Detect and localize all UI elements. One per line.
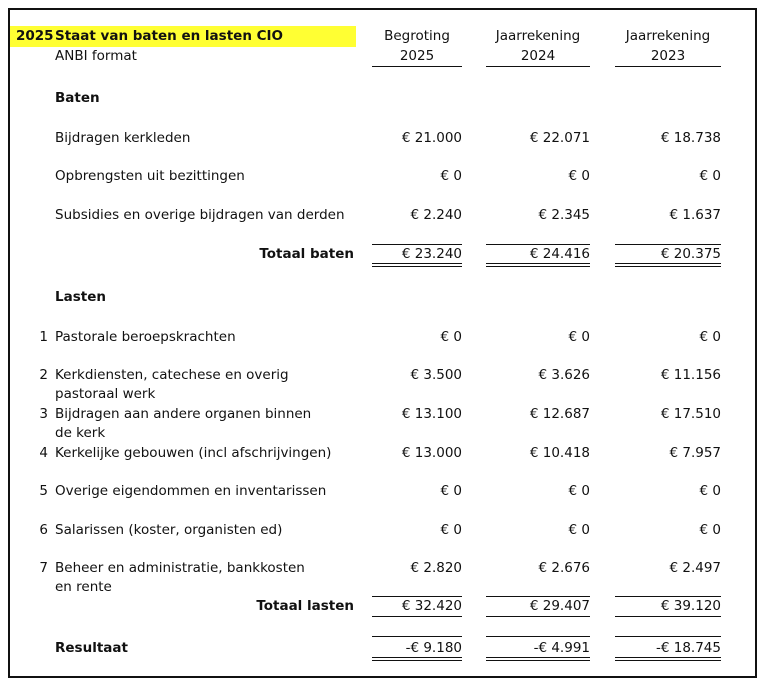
result-overline — [486, 636, 590, 637]
baten-row-value: € 22.071 — [529, 130, 590, 146]
subtotal-line — [372, 596, 462, 597]
resultaat-label: Resultaat — [55, 640, 128, 656]
baten-row-value: € 21.000 — [401, 130, 462, 146]
header-underline-1 — [372, 66, 462, 67]
lasten-row-number: 4 — [39, 445, 48, 461]
baten-row-value: € 1.637 — [669, 207, 721, 223]
baten-row-value: € 2.240 — [410, 207, 462, 223]
section-heading-lasten: Lasten — [55, 289, 106, 305]
lasten-row-value: € 0 — [699, 329, 721, 345]
baten-row-value: € 0 — [699, 168, 721, 184]
resultaat-value: -€ 4.991 — [533, 640, 590, 656]
baten-row-label: Subsidies en overige bijdragen van derden — [55, 207, 345, 223]
total-double-line — [486, 263, 590, 267]
header-underline-3 — [615, 66, 721, 67]
lasten-row-value: € 2.820 — [410, 560, 462, 576]
subtotal-line — [372, 244, 462, 245]
lasten-row-label-continued: en rente — [55, 579, 112, 595]
lasten-row-value: € 0 — [568, 483, 590, 499]
lasten-row-value: € 0 — [440, 483, 462, 499]
resultaat-value: -€ 9.180 — [405, 640, 462, 656]
lasten-row-value: € 0 — [568, 522, 590, 538]
lasten-row-number: 1 — [39, 329, 48, 345]
lasten-row-value: € 7.957 — [669, 445, 721, 461]
total-double-line — [372, 263, 462, 267]
subtotal-line — [486, 244, 590, 245]
lasten-row-label: Pastorale beroepskrachten — [55, 329, 236, 345]
column-header-3-line1: Jaarrekening — [625, 28, 711, 44]
report-year: 2025 — [16, 28, 54, 44]
lasten-row-value: € 17.510 — [660, 406, 721, 422]
baten-row-value: € 0 — [568, 168, 590, 184]
lasten-row-number: 2 — [39, 367, 48, 383]
baten-row-label: Bijdragen kerkleden — [55, 130, 191, 146]
header-underline-2 — [486, 66, 590, 67]
total-lasten-value: € 32.420 — [401, 598, 462, 614]
lasten-row-label: Kerkdiensten, catechese en overig — [55, 367, 289, 383]
report-subtitle: ANBI format — [55, 48, 137, 64]
lasten-row-value: € 13.000 — [401, 445, 462, 461]
baten-row-value: € 18.738 — [660, 130, 721, 146]
lasten-row-value: € 0 — [440, 329, 462, 345]
result-overline — [615, 636, 721, 637]
lasten-row-label: Kerkelijke gebouwen (incl afschrijvingen) — [55, 445, 332, 461]
lasten-row-value: € 0 — [699, 483, 721, 499]
subtotal-line — [615, 244, 721, 245]
lasten-row-label: Beheer en administratie, bankkosten — [55, 560, 305, 576]
lasten-row-value: € 2.676 — [538, 560, 590, 576]
total-baten-value: € 24.416 — [529, 246, 590, 262]
total-baten-label: Totaal baten — [259, 246, 354, 262]
lasten-row-number: 7 — [39, 560, 48, 576]
baten-row-value: € 0 — [440, 168, 462, 184]
result-double-line — [372, 657, 462, 661]
lasten-row-label-continued: pastoraal werk — [55, 386, 156, 402]
lasten-row-value: € 10.418 — [529, 445, 590, 461]
report-title: Staat van baten en lasten CIO — [55, 28, 284, 44]
column-header-1-line2: 2025 — [399, 48, 435, 64]
column-header-2-line2: 2024 — [520, 48, 556, 64]
result-double-line — [615, 657, 721, 661]
lasten-row-number: 6 — [39, 522, 48, 538]
lasten-row-value: € 0 — [568, 329, 590, 345]
resultaat-value: -€ 18.745 — [656, 640, 721, 656]
result-double-line — [486, 657, 590, 661]
result-overline — [372, 636, 462, 637]
section-heading-baten: Baten — [55, 90, 100, 106]
subtotal-line — [486, 596, 590, 597]
total-underline — [486, 616, 590, 617]
total-baten-value: € 20.375 — [660, 246, 721, 262]
lasten-row-label: Overige eigendommen en inventarissen — [55, 483, 327, 499]
total-lasten-label: Totaal lasten — [256, 598, 354, 614]
column-header-2-line1: Jaarrekening — [495, 28, 581, 44]
lasten-row-value: € 3.626 — [538, 367, 590, 383]
total-lasten-value: € 29.407 — [529, 598, 590, 614]
lasten-row-value: € 2.497 — [669, 560, 721, 576]
lasten-row-value: € 11.156 — [660, 367, 721, 383]
total-lasten-value: € 39.120 — [660, 598, 721, 614]
total-baten-value: € 23.240 — [401, 246, 462, 262]
lasten-row-label: Bijdragen aan andere organen binnen — [55, 406, 312, 422]
lasten-row-value: € 12.687 — [529, 406, 590, 422]
lasten-row-value: € 13.100 — [401, 406, 462, 422]
subtotal-line — [615, 596, 721, 597]
lasten-row-value: € 3.500 — [410, 367, 462, 383]
lasten-row-value: € 0 — [699, 522, 721, 538]
total-double-line — [615, 263, 721, 267]
column-header-3-line2: 2023 — [650, 48, 686, 64]
baten-row-value: € 2.345 — [538, 207, 590, 223]
lasten-row-label-continued: de kerk — [55, 425, 106, 441]
lasten-row-label: Salarissen (koster, organisten ed) — [55, 522, 283, 538]
total-underline — [372, 616, 462, 617]
baten-row-label: Opbrengsten uit bezittingen — [55, 168, 245, 184]
total-underline — [615, 616, 721, 617]
lasten-row-number: 5 — [39, 483, 48, 499]
lasten-row-value: € 0 — [440, 522, 462, 538]
column-header-1-line1: Begroting — [384, 28, 450, 44]
lasten-row-number: 3 — [39, 406, 48, 422]
